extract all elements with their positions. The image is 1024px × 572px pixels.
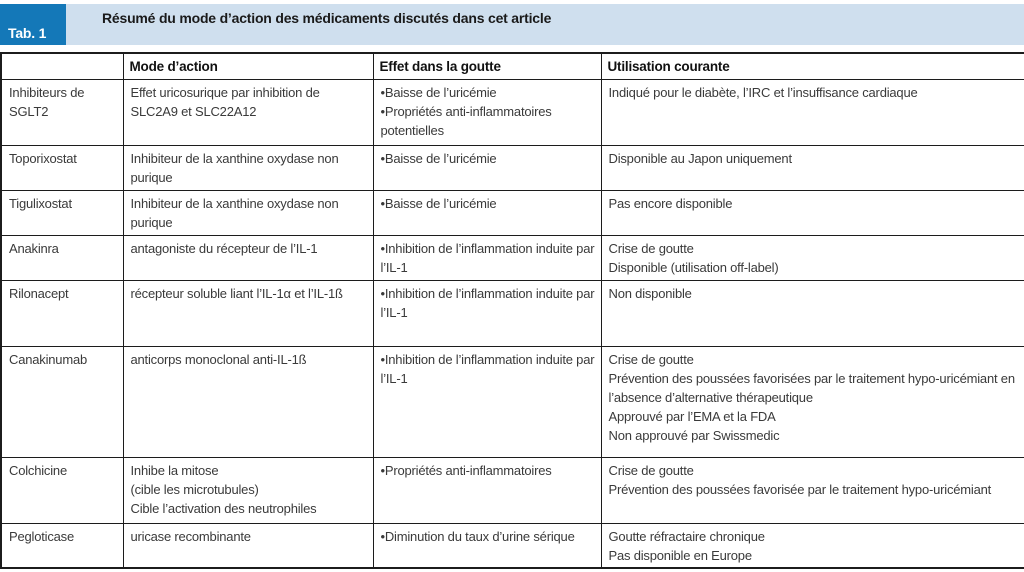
utilisation-cell	[601, 145, 1024, 190]
drug-table	[0, 52, 1024, 569]
text-line: Crise de goutte	[608, 240, 694, 256]
mode-action-cell	[123, 145, 373, 190]
drug-name-cell	[1, 280, 123, 346]
text-line: Cible l’activation des neutrophiles	[130, 500, 317, 516]
bullet-item: • Inhibition de l’inflammation induite par l’IL-1	[381, 239, 595, 277]
text-line: Non approuvé par Swissmedic	[608, 427, 780, 443]
text-line: anticorps monoclonal anti-IL-1ß	[130, 351, 307, 367]
effet-goutte-cell	[373, 190, 601, 235]
bullet-item: • Baisse de l’uricémie	[381, 149, 595, 168]
mode-action-cell	[123, 79, 373, 145]
text-line: antagoniste du récepteur de l’IL-1	[130, 240, 318, 256]
column-header-effet-goutte: Effet dans la goutte	[373, 53, 601, 79]
drug-name: Canakinumab	[9, 351, 88, 367]
table-row	[1, 523, 1024, 568]
drug-name: Colchicine	[9, 462, 67, 478]
mode-action-cell	[123, 346, 373, 457]
mode-action-cell	[123, 523, 373, 568]
text-line: Prévention des poussées favorisées par le traitement hypo-uricémiant en l’absence d’alternative thérapeutique	[608, 370, 1015, 405]
drug-name: Inhibiteurs de SGLT2	[9, 84, 85, 119]
text-line: Inhibiteur de la xanthine oxydase non purique	[130, 195, 339, 230]
drug-name: Toporixostat	[9, 150, 77, 166]
drug-name-cell	[1, 457, 123, 523]
mode-action-cell	[123, 457, 373, 523]
table-number-badge: Tab. 1	[0, 4, 66, 45]
text-line: Goutte réfractaire chronique	[608, 528, 765, 544]
bullet-item: • Inhibition de l’inflammation induite par l’IL-1	[381, 350, 595, 388]
table-row	[1, 79, 1024, 145]
table-title: Résumé du mode d’action des médicaments discutés dans cet article	[66, 4, 1024, 45]
bullet-item: • Propriétés anti-inflammatoires potentielles	[381, 102, 595, 140]
bullet-item: • Propriétés anti-inflammatoires	[381, 461, 595, 480]
text-line: Inhibiteur de la xanthine oxydase non purique	[130, 150, 339, 185]
bullet-item: • Baisse de l’uricémie	[381, 83, 595, 102]
effet-goutte-cell	[373, 145, 601, 190]
table-body	[1, 79, 1024, 568]
effet-goutte-cell	[373, 235, 601, 280]
drug-name-cell	[1, 235, 123, 280]
text-line: Disponible au Japon uniquement	[608, 150, 792, 166]
drug-name-cell	[1, 523, 123, 568]
utilisation-cell	[601, 457, 1024, 523]
mode-action-cell	[123, 280, 373, 346]
text-line: Effet uricosurique par inhibition de SLC2A9 et SLC22A12	[130, 84, 320, 119]
text-line: Crise de goutte	[608, 462, 694, 478]
header-row	[1, 53, 1024, 79]
table-row	[1, 145, 1024, 190]
utilisation-cell	[601, 235, 1024, 280]
effet-goutte-cell	[373, 346, 601, 457]
effet-goutte-cell	[373, 280, 601, 346]
text-line: Approuvé par l’EMA et la FDA	[608, 408, 776, 424]
text-line: Indiqué pour le diabète, l’IRC et l’insuffisance cardiaque	[608, 84, 918, 100]
drug-name-cell	[1, 346, 123, 457]
table-row	[1, 346, 1024, 457]
text-line: Inhibe la mitose	[130, 462, 219, 478]
drug-name-cell	[1, 79, 123, 145]
text-line: uricase recombinante	[130, 528, 251, 544]
text-line: Pas disponible en Europe	[608, 547, 752, 563]
effet-goutte-cell	[373, 457, 601, 523]
drug-name: Anakinra	[9, 240, 59, 256]
column-header-mode-action: Mode d’action	[123, 53, 373, 79]
text-line: Pas encore disponible	[608, 195, 733, 211]
utilisation-cell	[601, 79, 1024, 145]
table-row	[1, 457, 1024, 523]
table-row	[1, 190, 1024, 235]
drug-name-cell	[1, 190, 123, 235]
bullet-item: • Baisse de l’uricémie	[381, 194, 595, 213]
mode-action-cell	[123, 235, 373, 280]
text-line: Disponible (utilisation off-label)	[608, 259, 779, 275]
table-row	[1, 235, 1024, 280]
text-line: Crise de goutte	[608, 351, 694, 367]
text-line: (cible les microtubules)	[130, 481, 259, 497]
text-line: récepteur soluble liant l’IL-1α et l’IL-1ß	[130, 285, 343, 301]
table-head	[1, 53, 1024, 79]
drug-name-cell	[1, 145, 123, 190]
utilisation-cell	[601, 523, 1024, 568]
utilisation-cell	[601, 190, 1024, 235]
utilisation-cell	[601, 280, 1024, 346]
table-row	[1, 280, 1024, 346]
bullet-item: • Diminution du taux d’urine sérique	[381, 527, 595, 546]
text-line: Non disponible	[608, 285, 692, 301]
bullet-item: • Inhibition de l’inflammation induite par l’IL-1	[381, 284, 595, 322]
effet-goutte-cell	[373, 523, 601, 568]
drug-name: Rilonacept	[9, 285, 69, 301]
effet-goutte-cell	[373, 79, 601, 145]
column-header-utilisation: Utilisation courante	[601, 53, 1024, 79]
column-header-drug	[1, 53, 123, 79]
figure-header	[0, 4, 1024, 45]
mode-action-cell	[123, 190, 373, 235]
utilisation-cell	[601, 346, 1024, 457]
text-line: Prévention des poussées favorisée par le traitement hypo-uricémiant	[608, 481, 992, 497]
drug-name: Pegloticase	[9, 528, 75, 544]
drug-name: Tigulixostat	[9, 195, 72, 211]
